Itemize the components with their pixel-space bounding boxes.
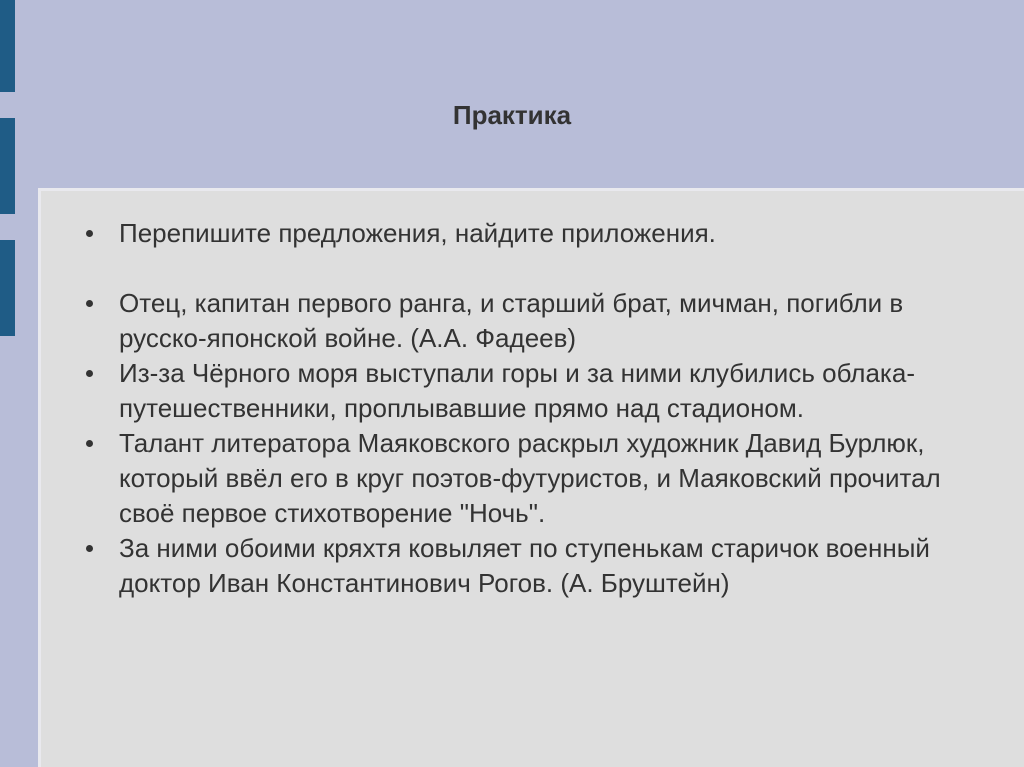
bullet-text: Перепишите предложения, найдите приложения. [119, 218, 716, 248]
bullet-text: Отец, капитан первого ранга, и старший брат, мичман, погибли в русско-японской войне. (А.А. Фадеев) [119, 288, 904, 353]
bullet-item [86, 356, 986, 426]
bullet-dot-icon [86, 230, 93, 237]
bullet-text: Из-за Чёрного моря выступали горы и за ними клубились облака-путешественники, проплывавшие прямо над стадионом. [119, 358, 915, 423]
bullet-item [86, 216, 986, 251]
slide-title: Практика [452, 100, 572, 130]
bullet-dot-icon [86, 545, 93, 552]
bullet-list [86, 216, 986, 601]
bullet-item [86, 426, 986, 531]
accent-bar-top [0, 0, 15, 92]
bullet-text: За ними обоими кряхтя ковыляет по ступенькам старичок военный доктор Иван Константинович Рогов. (А. Бруштейн) [119, 533, 930, 598]
bullet-dot-icon [86, 370, 93, 377]
accent-bar-middle [0, 118, 15, 214]
accent-bar-bottom [0, 240, 15, 336]
bullet-item [86, 531, 986, 601]
bullet-text: Талант литератора Маяковского раскрыл художник Давид Бурлюк, который ввёл его в круг поэтов-футуристов, и Маяковский прочитал своё первое стихотворение "Ночь". [119, 428, 941, 528]
bullet-dot-icon [86, 300, 93, 307]
bullet-dot-icon [86, 440, 93, 447]
bullet-item [86, 286, 986, 356]
